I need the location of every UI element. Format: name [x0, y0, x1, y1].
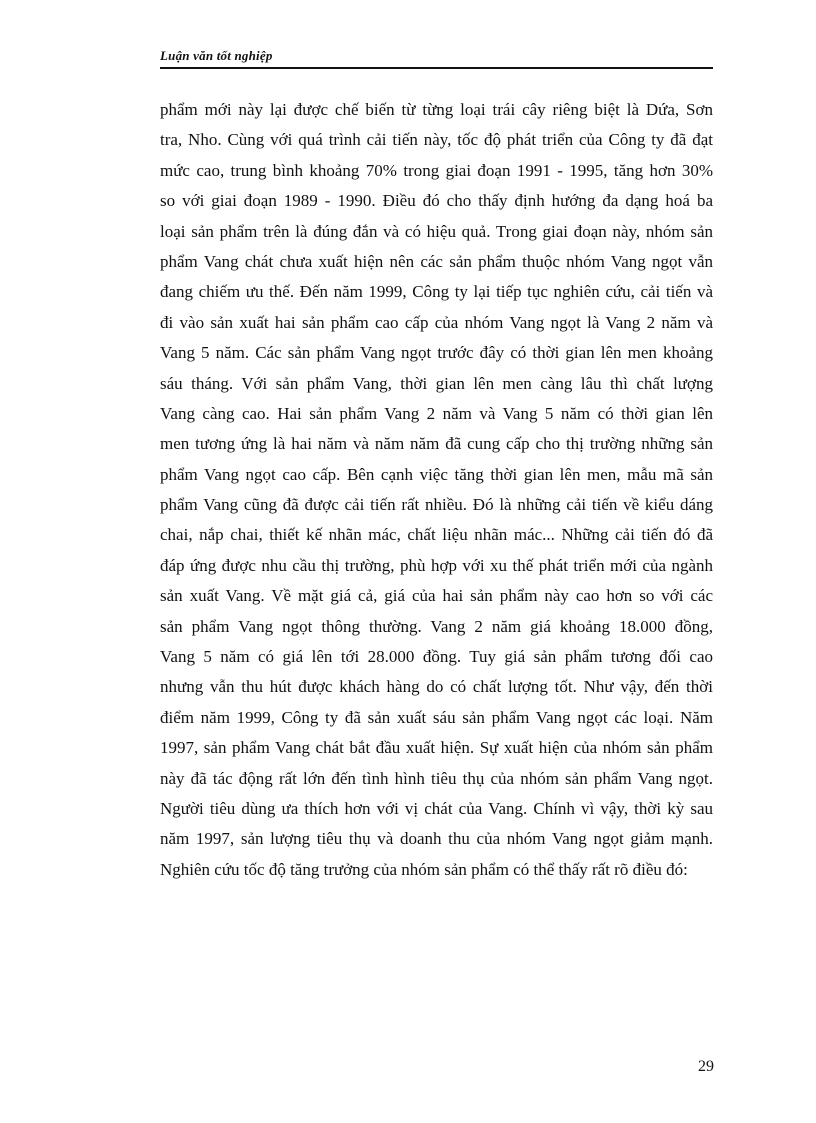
body-line: sản phẩm Vang ngọt thông thường. Vang 2 năm giá khoảng 18.000 đồng, [160, 616, 713, 636]
body-line: loại sản phẩm trên là đúng đắn và có hiệu quả. Trong giai đoạn này, nhóm sản [160, 221, 713, 241]
body-line: đang chiếm ưu thế. Đến năm 1999, Công ty lại tiếp tục nghiên cứu, cải tiến và [160, 282, 713, 302]
body-paragraph [160, 95, 713, 885]
body-line: điểm năm 1999, Công ty đã sản xuất sáu sản phẩm Vang ngọt các loại. Năm [160, 707, 713, 727]
page-number: 29 [698, 1058, 714, 1075]
body-line: chai, nắp chai, thiết kế nhãn mác, chất liệu nhãn mác... Những cải tiến đó đã [160, 525, 713, 545]
body-line: năm 1997, sản lượng tiêu thụ và doanh thu của nhóm Vang ngọt giảm mạnh. [160, 829, 713, 849]
body-line: sản xuất Vang. Về mặt giá cả, giá của hai sản phẩm này cao hơn so với các [160, 586, 713, 606]
body-line: phẩm Vang ngọt cao cấp. Bên cạnh việc tăng thời gian lên men, mẫu mã sản [160, 464, 713, 484]
body-line: so với giai đoạn 1989 - 1990. Điều đó cho thấy định hướng đa dạng hoá ba [160, 191, 713, 211]
body-line: Vang 5 năm có giá lên tới 28.000 đồng. Tuy giá sản phẩm tương đối cao [160, 647, 713, 667]
body-line: men tương ứng là hai năm và năm năm đã cung cấp cho thị trường những sản [160, 434, 713, 454]
body-line: Người tiêu dùng ưa thích hơn với vị chát của Vang. Chính vì vậy, thời kỳ sau [160, 798, 713, 818]
page-header [160, 48, 713, 70]
body-line: đi vào sản xuất hai sản phẩm cao cấp của nhóm Vang ngọt là Vang 2 năm và [160, 312, 713, 332]
body-line: phẩm Vang chát chưa xuất hiện nên các sản phẩm thuộc nhóm Vang ngọt vẫn [160, 251, 713, 271]
body-line: 1997, sản phẩm Vang chát bắt đầu xuất hiện. Sự xuất hiện của nhóm sản phẩm [160, 738, 713, 758]
body-line: đáp ứng được nhu cầu thị trường, phù hợp với xu thế phát triển mới của ngành [160, 555, 713, 575]
body-line: phẩm mới này lại được chế biến từ từng loại trái cây riêng biệt là Dứa, Sơn [160, 100, 713, 119]
header-title: Luận văn tốt nghiệp [160, 48, 273, 63]
body-line: tra, Nho. Cùng với quá trình cải tiến này, tốc độ phát triển của Công ty đã đạt [160, 130, 713, 150]
body-line: sáu tháng. Với sản phẩm Vang, thời gian lên men càng lâu thì chất lượng [160, 373, 713, 393]
body-line: Vang càng cao. Hai sản phẩm Vang 2 năm và Vang 5 năm có thời gian lên [160, 403, 713, 423]
body-line: phẩm Vang cũng đã được cải tiến rất nhiều. Đó là những cải tiến về kiểu dáng [160, 495, 713, 515]
body-line: Vang 5 năm. Các sản phẩm Vang ngọt trước đây có thời gian lên men khoảng [160, 343, 713, 363]
body-line: Nghiên cứu tốc độ tăng trưởng của nhóm sản phẩm có thể thấy rất rõ điều đó: [160, 859, 688, 879]
body-line: này đã tác động rất lớn đến tình hình tiêu thụ của nhóm sản phẩm Vang ngọt. [160, 768, 713, 788]
body-line: nhưng vẫn thu hút được khách hàng do có chất lượng tốt. Như vậy, đến thời [160, 677, 713, 697]
body-line: mức cao, trung bình khoảng 70% trong giai đoạn 1991 - 1995, tăng hơn 30% [160, 160, 713, 180]
header-rule [160, 67, 713, 69]
